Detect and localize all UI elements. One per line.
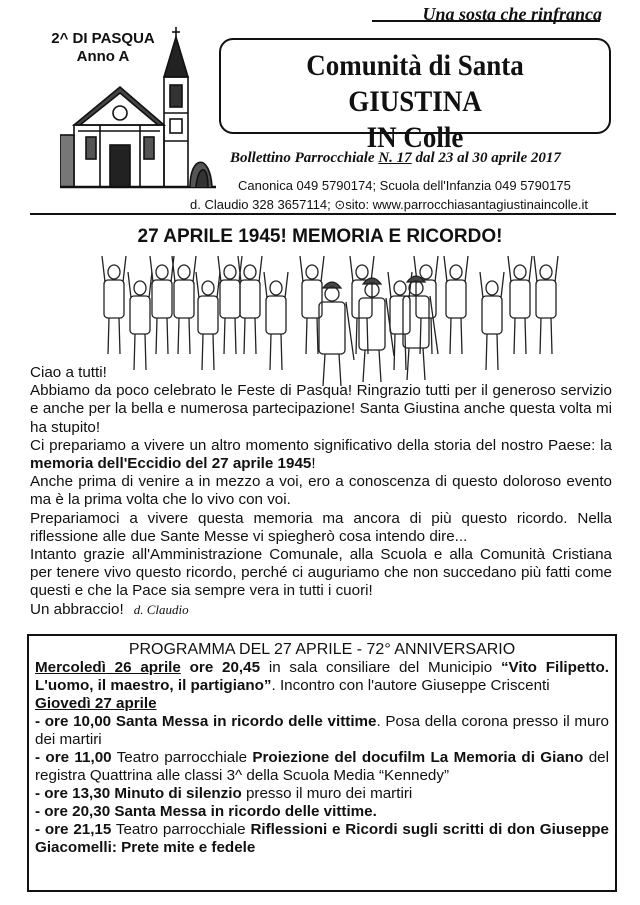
parish-title-line-1: Comunità di Santa GIUSTINA <box>306 49 524 118</box>
programme-day2 <box>35 695 609 713</box>
header-motto: Una sosta che rinfranca <box>422 4 602 24</box>
programme-day1-title: “Vito Filipetto. L'uomo, il maestro, il partigiano” <box>35 659 609 694</box>
event-4-time: - ore 20,30 <box>35 803 115 820</box>
occasion-line-2: Anno A <box>76 48 130 65</box>
programme-box <box>27 634 617 892</box>
article-title: 27 APRILE 1945! MEMORIA E RICORDO! <box>137 226 503 247</box>
event-2-end: del registra Quattrina alle classi 3^ della Scuola Media “Kennedy” <box>35 749 609 784</box>
programme-event-3 <box>35 785 609 803</box>
letter-paragraph-5: Intanto grazie all'Amministrazione Comunale, alla Scuola e alla Comunità Cristiana per tenere vivo questo ricordo, perché ci auguriamo che non succedano più fatti come questi e che la Pace sia sempre vera in tutti i cuori! <box>30 546 612 600</box>
programme-day1-label: Mercoledì 26 aprile <box>35 659 181 676</box>
event-1-time: - ore 10,00 <box>35 713 116 730</box>
letter-p2-end: ! <box>311 455 316 473</box>
event-5-text: Teatro parrocchiale <box>111 821 251 838</box>
programme-event-4 <box>35 803 609 821</box>
event-4-title: Santa Messa in ricordo delle vittime. <box>114 803 377 820</box>
programme-day2-label: Giovedì 27 aprile <box>35 695 157 712</box>
programme-day1-end: . Incontro con l'autore Giuseppe Criscenti <box>271 677 550 694</box>
programme-title: PROGRAMMA DEL 27 APRILE - 72° ANNIVERSARIO <box>128 641 516 658</box>
bulletin-number: N. 17 <box>378 150 412 166</box>
event-3-text: presso il muro dei martiri <box>241 785 413 802</box>
pastor-letter <box>30 364 612 619</box>
contacts-line-1: Canonica 049 5790174; Scuola dell'Infanzia 049 5790175 <box>238 178 571 193</box>
bulletin-prefix: Bollettino Parrocchiale <box>230 150 375 166</box>
programme-day1 <box>35 659 609 695</box>
event-3-time: - ore 13,30 <box>35 785 115 802</box>
programme-day1-text: in sala consiliare del Municipio <box>260 659 501 676</box>
letter-p2-start: Ci prepariamo a vivere un altro momento significativo della storia del nostro Paese: la <box>30 436 612 454</box>
contacts-line-2: d. Claudio 328 3657114; ⊙sito: www.parrocchiasantagiustinaincolle.it <box>190 197 588 212</box>
letter-paragraph-2 <box>30 437 612 473</box>
header-divider <box>30 213 616 215</box>
event-2-time: - ore 11,00 <box>35 749 112 766</box>
programme-event-5 <box>35 821 609 857</box>
event-5-title: Riflessioni e Ricordi sugli scritti di don Giuseppe Giacomelli: Prete mite e fedele <box>35 821 610 856</box>
header-top-rule <box>372 20 600 22</box>
bulletin-dates: dal 23 al 30 aprile 2017 <box>415 150 561 166</box>
programme-event-2 <box>35 749 609 785</box>
programme-event-1 <box>35 713 609 749</box>
letter-closing-line <box>30 601 612 619</box>
parish-title-line-2: IN Colle <box>366 121 464 154</box>
event-5-time: - ore 21,15 <box>35 821 112 838</box>
letter-paragraph-4: Prepariamoci a vivere questa memoria ma ancora di più questo ricordo. Nella riflessione alle due Sante Messe vi spiegherò cosa intendo dire... <box>30 509 612 545</box>
bulletin-info <box>230 150 561 167</box>
letter-paragraph-1: Abbiamo da poco celebrato le Feste di Pasqua! Ringrazio tutti per il generoso servizio e anche per la bella e numerosa partecipazione! Santa Giustina anche questa volta mi ha stupito! <box>30 382 612 436</box>
parish-title-box <box>219 38 611 154</box>
letter-greeting: Ciao a tutti! <box>30 364 107 381</box>
event-1-text: . Posa della corona presso il muro dei martiri <box>35 713 610 748</box>
letter-closing: Un abbraccio! <box>30 600 124 618</box>
church-illustration <box>60 25 216 191</box>
event-1-title: Santa Messa in ricordo delle vittime <box>115 713 377 730</box>
event-2-title: Proiezione del docufilm La Memoria di Giano <box>252 749 584 766</box>
event-2-text: Teatro parrocchiale <box>111 749 253 766</box>
event-3-title: Minuto di silenzio <box>114 785 242 802</box>
occasion-line-1: 2^ DI PASQUA <box>51 30 155 47</box>
programme-day1-time: ore 20,45 <box>180 659 261 676</box>
handwritten-signature: d. Claudio <box>133 601 189 617</box>
letter-paragraph-3: Anche prima di venire a in mezzo a voi, ero a conoscenza di questo doloroso evento ma è la prima volta che lo vivo con voi. <box>30 473 612 509</box>
letter-p2-highlight: memoria dell'Eccidio del 27 aprile 1945 <box>30 455 312 473</box>
